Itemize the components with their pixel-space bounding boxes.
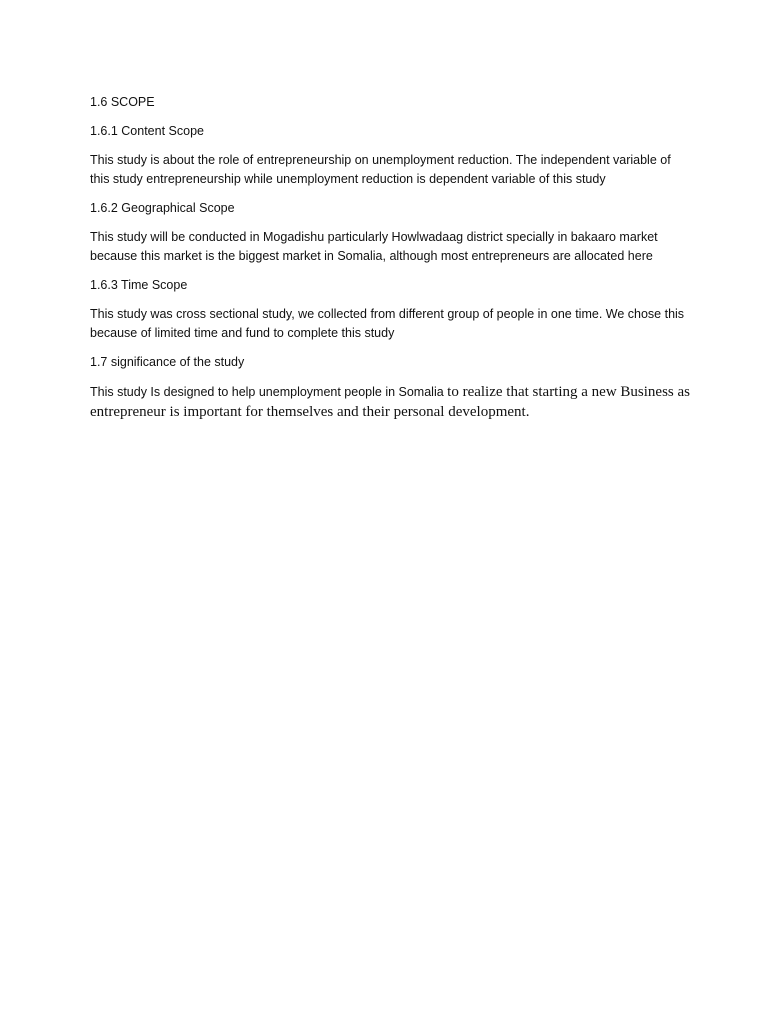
section-heading-scope: 1.6 SCOPE — [90, 95, 155, 109]
section-heading-time-scope: 1.6.3 Time Scope — [90, 278, 188, 292]
significance-paragraph-rest: to realize that starting a new Business as entrepreneur is important for themselves and their personal development. — [90, 384, 691, 420]
significance-paragraph-start: This study Is designed to help unemployment people in Somalia — [90, 385, 448, 399]
time-scope-paragraph: This study was cross sectional study, we collected from different group of people in one time. We chose this because of limited time and fund to complete this study — [90, 307, 685, 340]
document-page — [90, 93, 690, 432]
section-heading-significance: 1.7 significance of the study — [90, 355, 245, 369]
significance-paragraph — [90, 382, 690, 422]
geographical-scope-paragraph: This study will be conducted in Mogadishu particularly Howlwadaag district specially in bakaaro market because this market is the biggest market in Somalia, although most entrepreneurs are allocated here — [90, 230, 658, 263]
section-heading-geographical-scope: 1.6.2 Geographical Scope — [90, 201, 235, 215]
content-scope-paragraph: This study is about the role of entrepreneurship on unemployment reduction. The independent variable of this study entrepreneurship while unemployment reduction is dependent variable of this study — [90, 153, 671, 186]
section-heading-content-scope: 1.6.1 Content Scope — [90, 124, 204, 138]
